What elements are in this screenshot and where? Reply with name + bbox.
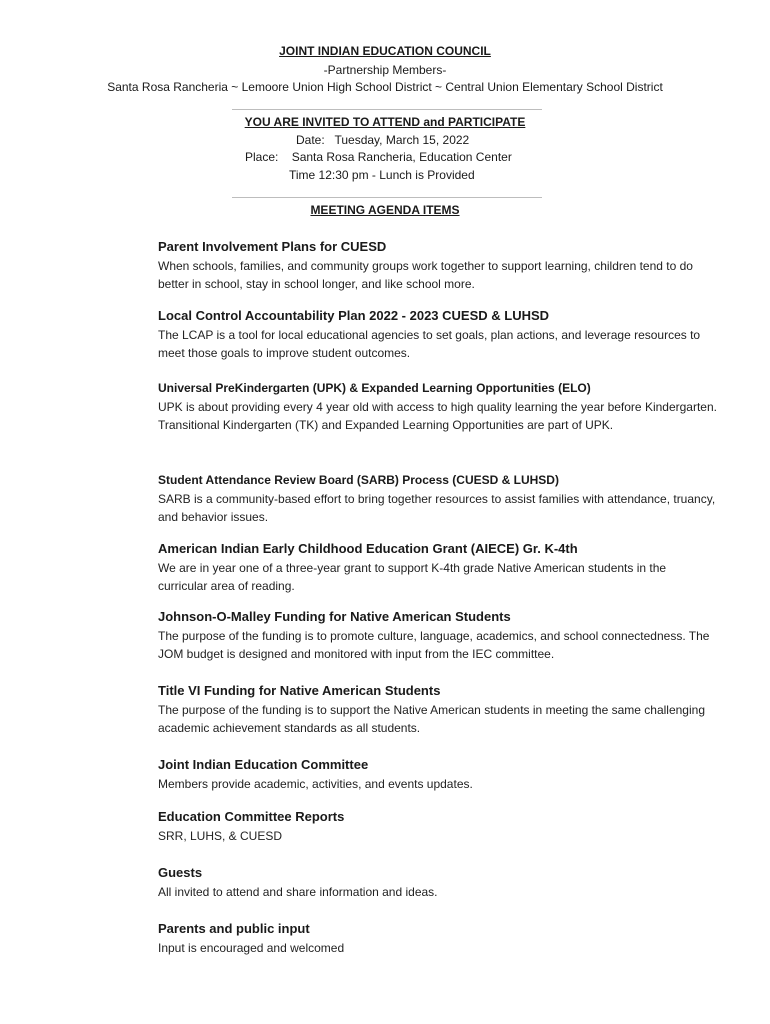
agenda-item xyxy=(158,471,718,526)
agenda-item-description: The purpose of the funding is to support the Native American students in meeting the same challenging academic achievement standards as all students. xyxy=(158,703,705,735)
agenda-item-description: The LCAP is a tool for local educational agencies to set goals, plan actions, and leverage resources to meet those goals to improve student outcomes. xyxy=(158,328,701,360)
agenda-item-title: Universal PreKindergarten (UPK) & Expanded Learning Opportunities (ELO) xyxy=(158,381,591,395)
agenda-item-description: We are in year one of a three-year grant to support K-4th grade Native American students in the curricular area of reading. xyxy=(158,561,667,593)
agenda-item xyxy=(158,379,718,434)
agenda-item-title: Education Committee Reports xyxy=(158,809,345,824)
agenda-item xyxy=(158,307,718,362)
divider-middle xyxy=(232,197,542,198)
agenda-item xyxy=(158,238,718,293)
agenda-item xyxy=(158,608,718,663)
agenda-item-title: Johnson-O-Malley Funding for Native American Students xyxy=(158,609,511,624)
agenda-item-description: SARB is a community-based effort to bring together resources to assist families with attendance, truancy, and behavior issues. xyxy=(158,492,716,524)
agenda-item-description: When schools, families, and community groups work together to support learning, children tend to do better in school, stay in school longer, and like school more. xyxy=(158,259,693,291)
agenda-item xyxy=(158,682,718,737)
council-title: JOINT INDIAN EDUCATION COUNCIL xyxy=(279,44,491,58)
agenda-item-title: Parent Involvement Plans for CUESD xyxy=(158,239,387,254)
agenda-item-title: American Indian Early Childhood Education Grant (AIECE) Gr. K-4th xyxy=(158,541,578,556)
agenda-item-title: Parents and public input xyxy=(158,921,310,936)
agenda-item-description: All invited to attend and share information and ideas. xyxy=(158,885,438,899)
meeting-place: Place: Santa Rosa Rancheria, Education Center xyxy=(245,150,512,164)
invite-title: YOU ARE INVITED TO ATTEND and PARTICIPATE xyxy=(244,115,526,129)
agenda-item-description: SRR, LUHS, & CUESD xyxy=(158,829,283,843)
meeting-time: Time 12:30 pm - Lunch is Provided xyxy=(289,168,475,182)
agenda-item-description: UPK is about providing every 4 year old with access to high quality learning the year before Kindergarten. Transitional Kindergarten (TK) and Expanded Learning Opportunities are part of UPK. xyxy=(158,400,717,432)
agenda-item xyxy=(158,920,718,958)
agenda-item-title: Title VI Funding for Native American Students xyxy=(158,683,441,698)
meeting-date: Date: Tuesday, March 15, 2022 xyxy=(296,133,470,147)
divider-top xyxy=(232,109,542,110)
agenda-item-title: Student Attendance Review Board (SARB) Process (CUESD & LUHSD) xyxy=(158,473,559,487)
agenda-item-title: Guests xyxy=(158,865,203,880)
agenda-item xyxy=(158,540,718,595)
agenda-item-description: Members provide academic, activities, and events updates. xyxy=(158,777,473,791)
agenda-item-title: Local Control Accountability Plan 2022 - 2023 CUESD & LUHSD xyxy=(158,308,550,323)
agenda-item-description: The purpose of the funding is to promote culture, language, academics, and school connectedness. The JOM budget is designed and monitored with input from the IEC committee. xyxy=(158,629,710,661)
agenda-item xyxy=(158,864,718,902)
agenda-item-description: Input is encouraged and welcomed xyxy=(158,941,345,955)
agenda-title: MEETING AGENDA ITEMS xyxy=(310,203,460,217)
partnership-members-label: -Partnership Members- xyxy=(323,63,447,77)
agenda-item xyxy=(158,808,718,846)
agenda-item-title: Joint Indian Education Committee xyxy=(158,757,369,772)
agenda-item xyxy=(158,756,718,794)
partnership-members-list: Santa Rosa Rancheria ~ Lemoore Union High School District ~ Central Union Elementary School District xyxy=(107,80,663,94)
